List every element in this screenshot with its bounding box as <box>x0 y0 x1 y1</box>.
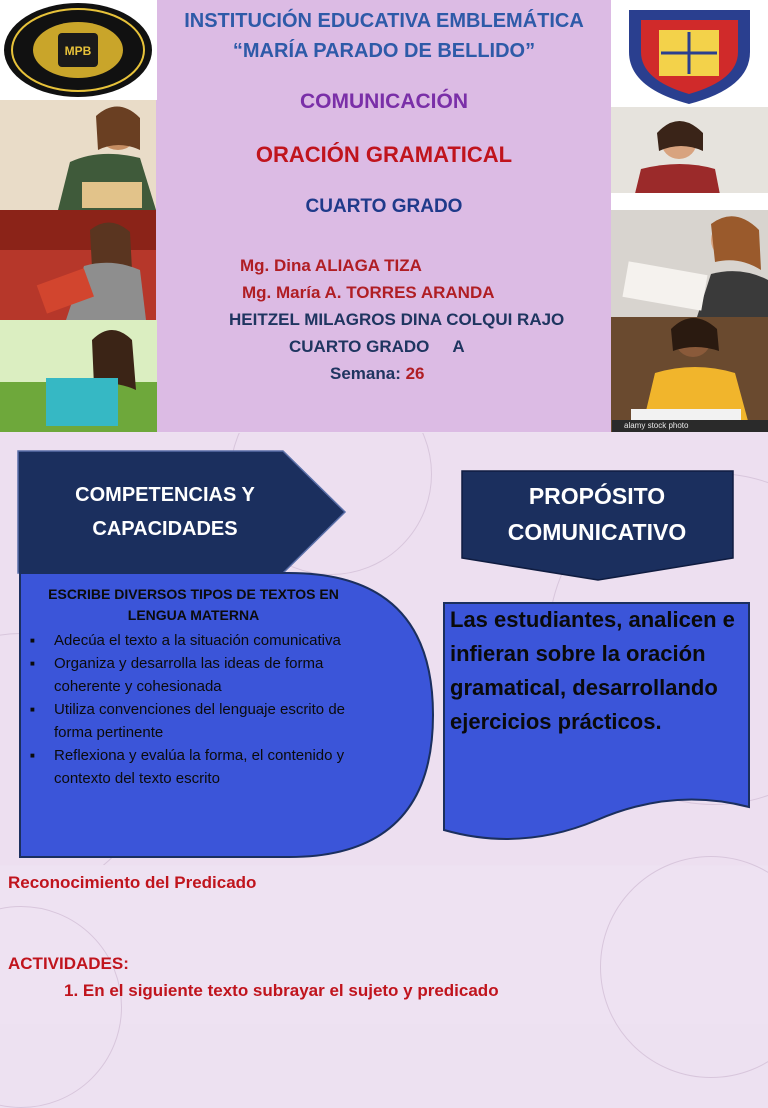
grade-title: CUARTO GRADO <box>305 196 463 217</box>
photo-student-writing-2 <box>611 210 768 317</box>
teacher-name-1: Mg. Dina ALIAGA TIZA <box>240 256 422 275</box>
institution-name-line2: “MARÍA PARADO DE BELLIDO” <box>232 40 536 62</box>
activity-item-1: 1. En el siguiente texto subrayar el sujeto y predicado <box>64 981 499 1000</box>
competencies-title <box>30 478 300 546</box>
svg-text:MPB: MPB <box>64 44 92 58</box>
photo-credit-bar <box>612 420 768 432</box>
skill-item: ■ Organiza y desarrolla las ideas de forma coherente y cohesionada <box>26 652 361 698</box>
institution-name-line1: INSTITUCIÓN EDUCATIVA EMBLEMÁTICA <box>184 10 584 32</box>
week-label: Semana: <box>330 364 406 383</box>
grade-section: CUARTO GRADO A <box>289 337 465 356</box>
photo-student-writing-3 <box>611 317 768 432</box>
skills-heading: ESCRIBE DIVERSOS TIPOS DE TEXTOS EN LENGUA MATERNA <box>48 586 339 623</box>
teacher-name-2: Mg. María A. TORRES ARANDA <box>242 283 495 302</box>
title-banner <box>0 0 768 432</box>
purpose-title-line2: COMUNICATIVO <box>507 519 687 545</box>
competencies-title-line2: CAPACIDADES <box>92 518 238 540</box>
recognition-title: Reconocimiento del Predicado <box>8 873 257 892</box>
week-line <box>330 364 425 384</box>
purpose-text: Las estudiantes, analicen e infieran sobre la oración gramatical, desarrollando ejercicios prácticos. <box>450 607 735 734</box>
photo-credit: alamy stock photo <box>624 421 689 430</box>
competencies-title-line1: COMPETENCIAS Y <box>75 484 255 506</box>
subject-title: COMUNICACIÓN <box>300 90 468 113</box>
week-number: 26 <box>405 364 425 383</box>
photo-student-reading-2 <box>0 210 156 320</box>
photo-student-reading-3 <box>0 320 157 432</box>
decorative-circle <box>0 906 122 1108</box>
decorative-circle <box>600 856 768 1078</box>
student-name: HEITZEL MILAGROS DINA COLQUI RAJO <box>229 310 565 329</box>
purpose-title-line1: PROPÓSITO <box>528 483 666 509</box>
skill-item: ■ Utiliza convenciones del lenguaje escrito de forma pertinente <box>26 698 361 744</box>
skills-list <box>26 629 361 790</box>
skill-item: ■ Adecúa el texto a la situación comunicativa <box>26 629 361 652</box>
activities-heading: ACTIVIDADES: <box>8 954 129 973</box>
purpose-title <box>462 478 732 550</box>
skills-list-box <box>26 584 361 790</box>
topic-title: ORACIÓN GRAMATICAL <box>255 142 513 167</box>
skill-item: ■ Reflexiona y evalúa la forma, el contenido y contexto del texto escrito <box>26 744 361 790</box>
